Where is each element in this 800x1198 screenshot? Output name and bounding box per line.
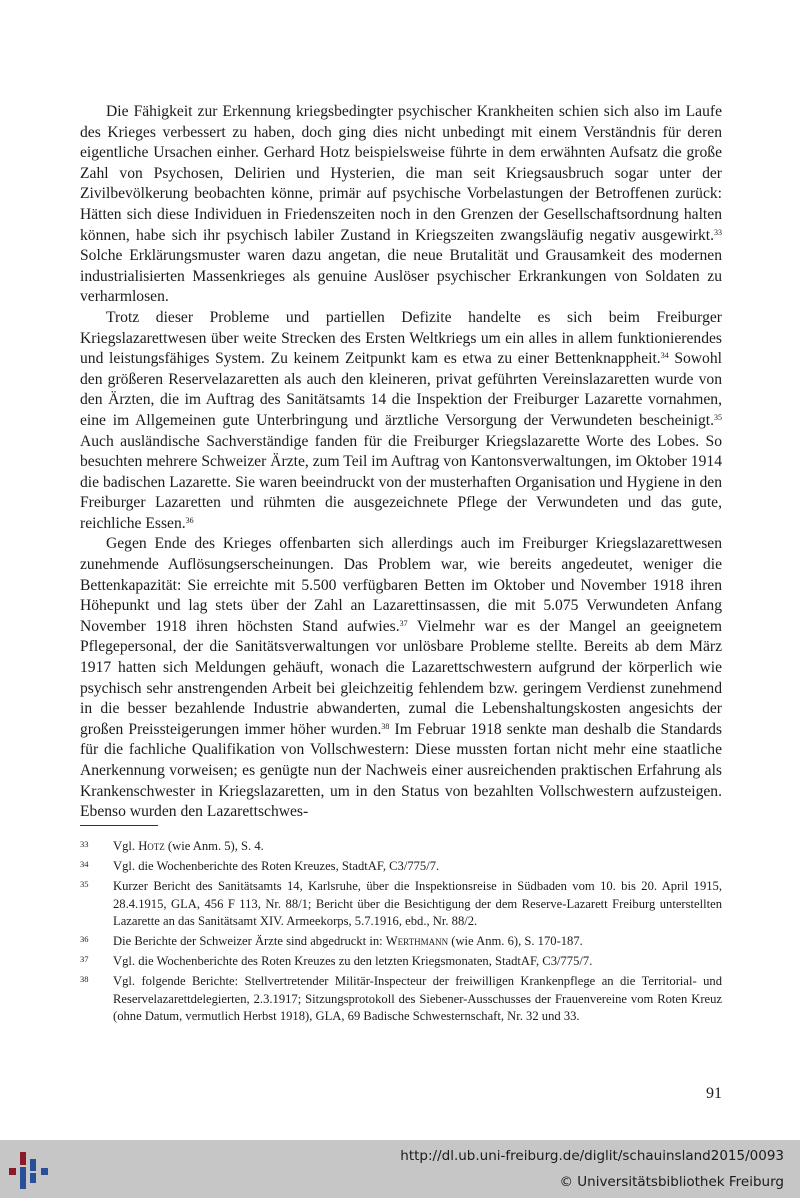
paragraph-text: Auch ausländische Sachverständige fanden für die Freiburger Kriegslazarette Worte des Lobes. So besuchten mehrere Schweizer Ärzte, zum Teil im Auftrag von Kantonsverwaltungen, im Oktober 1914 die badischen Lazarette. Sie waren beeindruckt von der musterhaften Organisation und Hygiene in den Freiburger Lazaretten und rühmten die ausgezeichnete Pflege der Verwundeten und das gute, reichliche Essen.	[80, 432, 722, 532]
source-url-link[interactable]: http://dl.ub.uni-freiburg.de/diglit/schauinsland2015/0093	[400, 1148, 784, 1164]
footnote-ref-37[interactable]: 37	[399, 618, 408, 628]
footnote-number: 36	[80, 934, 89, 945]
footnote-ref-33[interactable]: 33	[714, 227, 722, 237]
footnote-36	[80, 933, 722, 950]
footnote-35	[80, 878, 722, 930]
paragraph-text: Im Februar 1918 senkte man deshalb die Standards für die fachliche Qualifikation von Vollschwestern: Diese mussten fortan nicht mehr eine staatliche Anerkennung vorweisen; es genügte nun der Nachweis einer ausreichenden praktischen Erfahrung als Krankenschwester in Kriegslazaretten, um in den Status von bezahlten Vollschwestern aufzusteigen. Ebenso wurden den Lazarettschwes-	[80, 720, 722, 821]
paragraph-text: Die Fähigkeit zur Erkennung kriegsbedingter psychischer Krankheiten schien sich also im Laufe des Krieges verbessert zu haben, doch ging dies nicht unbedingt mit einem Verständnis für deren eigentliche Ursachen einher. Gerhard Hotz beispielsweise führte in dem erwähnten Aufsatz die große Zahl von Psychosen, Delirien und Hysterien, die man seit Kriegsausbruch sogar unter der Zivilbevölkerung beobachten könne, primär auf psychische Vorbelastungen der Betroffenen zurück: Hätten sich diese Individuen in Friedenszeiten noch in den Grenzen der Gesellschaftsordnung halten können, habe sich ihr psychisch labiler Zustand in Kriegszeiten zwangsläufig negativ ausgewirkt.	[80, 103, 722, 244]
logo-bar-far-right	[41, 1168, 48, 1175]
paragraph-2	[80, 308, 722, 535]
footnote-number: 33	[80, 839, 89, 849]
footnote-text: Vgl. folgende Berichte: Stellvertretender Militär-Inspecteur der freiwilligen Krankenpflege an die Territorial- und Reservelazarettdelegierten, 2.3.1917; Sitzungsprotokoll des Siebener-Ausschusses der Frauenvereine vom Roten Kreuz (ohne Datum, vermutlich Herbst 1918), GLA, 69 Badische Schwesternschaft, Nr. 32 und 33.	[113, 974, 722, 1023]
logo-bar-right-top	[30, 1159, 36, 1171]
footnote-38	[80, 973, 722, 1025]
paragraph-text: Trotz dieser Probleme und partiellen Defizite handelte es sich beim Freiburger Kriegslazarettwesen über weite Strecken des Ersten Weltkriegs um ein alles in allem funktionierendes und leistungsfähiges System. Zu keinem Zeitpunkt kam es etwa zu einer Bettenknappheit.	[80, 308, 722, 368]
copyright-notice: © Universitätsbibliothek Freiburg	[559, 1174, 784, 1190]
main-text	[80, 102, 722, 823]
paragraph-text: Solche Erklärungsmuster waren dazu angetan, die neue Brutalität und Grausamkeit des modernen industrialisierten Massenkrieges als genuine Auslöser psychischer Erkrankungen von Soldaten zu verharmlosen.	[80, 247, 722, 306]
footnote-text-part: (wie Anm. 6), S. 170-187.	[448, 934, 583, 949]
footnote-ref-36[interactable]: 36	[185, 515, 194, 525]
footnote-ref-34[interactable]: 34	[660, 351, 669, 361]
footnote-text: Vgl. die Wochenberichte des Roten Kreuzes zu den letzten Kriegsmonaten, StadtAF, C3/775/7.	[113, 954, 593, 969]
paragraph-text: Sowohl den größeren Reservelazaretten als auch den kleineren, privat geführten Vereinslazaretten wurde von den Ärzten, die im Auftrag des Sanitätsamts 14 die Inspektion der Freiburger Lazarette vornahmen, eine im Allgemeinen gute Unterbringung und ärztliche Versorgung der Verwundeten bescheinigt.	[80, 350, 722, 429]
logo-bar-center-top	[20, 1152, 26, 1165]
footnote-number: 38	[80, 974, 89, 985]
page-number: 91	[706, 1085, 722, 1102]
footnote-number: 34	[80, 859, 89, 870]
logo-bar-center	[20, 1167, 26, 1189]
author-name: Werthmann	[385, 934, 449, 949]
footnotes	[80, 838, 722, 1028]
footnote-text: Kurzer Bericht des Sanitätsamts 14, Karlsruhe, über die Inspektionsreise in Südbaden vom 10. bis 20. April 1915, 28.4.1915, GLA, 456 F 113, Nr. 88/1; Bericht über die Besichtigung der dem Reserve-Lazarett Freiburg unterstellten Lazarette an das Sanitätsamt XIV. Armeekorps, 5.7.1916, ebd., Nr. 88/2.	[113, 879, 722, 928]
paragraph-3	[80, 534, 722, 822]
author-name: Hotz	[138, 839, 165, 853]
footnote-number: 35	[80, 879, 89, 890]
footnote-divider	[80, 825, 158, 826]
footnote-text-part: Vgl.	[113, 839, 139, 853]
footnote-text: Vgl. die Wochenberichte des Roten Kreuzes, StadtAF, C3/775/7.	[113, 859, 440, 874]
footnote-text	[113, 933, 722, 950]
footnote-ref-38[interactable]: 38	[381, 721, 390, 731]
footnote-number: 37	[80, 954, 89, 965]
logo-bar-right	[30, 1173, 36, 1183]
paragraph-text: Gegen Ende des Krieges offenbarten sich allerdings auch im Freiburger Kriegslazarettwesen zunehmende Auflösungserscheinungen. Das Problem war, wie bereits angedeutet, weniger die Bettenkapazität: Sie erreichte mit 5.500 verfügbaren Betten im Oktober und November 1918 ihren Höhepunkt und lag stets über der Zahl an Lazarettinsassen, die mit 5.075 Verwundeten Anfang November 1918 ihren höchsten Stand aufwies.	[80, 535, 722, 635]
ub-freiburg-logo-icon[interactable]	[8, 1149, 50, 1191]
footnote-ref-35[interactable]: 35	[714, 412, 722, 422]
footnote-37	[80, 953, 722, 970]
footnote-33	[80, 838, 722, 855]
paragraph-1	[80, 102, 722, 308]
footnote-text-part: (wie Anm. 5), S. 4.	[164, 839, 264, 853]
footnote-text-part: Die Berichte der Schweizer Ärzte sind abgedruckt in:	[113, 934, 386, 949]
footnote-34	[80, 858, 722, 875]
paragraph-text: Vielmehr war es der Mangel an geeignetem Pflegepersonal, der die Sanitätsverwaltungen vor unlösbare Probleme stellte. Bereits ab dem März 1917 hatten sich Meldungen gehäuft, wonach die Lazarettschwestern aufgrund der körperlich wie psychisch sehr anstrengenden Arbeit bei gleichzeitig fehlendem bzw. geringem Verdienst zunehmend in die besser bezahlende Industrie abwanderten, zumal die Lebenshaltungskosten angesichts der großen Preissteigerungen immer höher wurden.	[80, 617, 722, 738]
logo-bar-left	[9, 1168, 16, 1175]
footnote-text	[113, 838, 722, 855]
footer-bar	[0, 1140, 800, 1198]
